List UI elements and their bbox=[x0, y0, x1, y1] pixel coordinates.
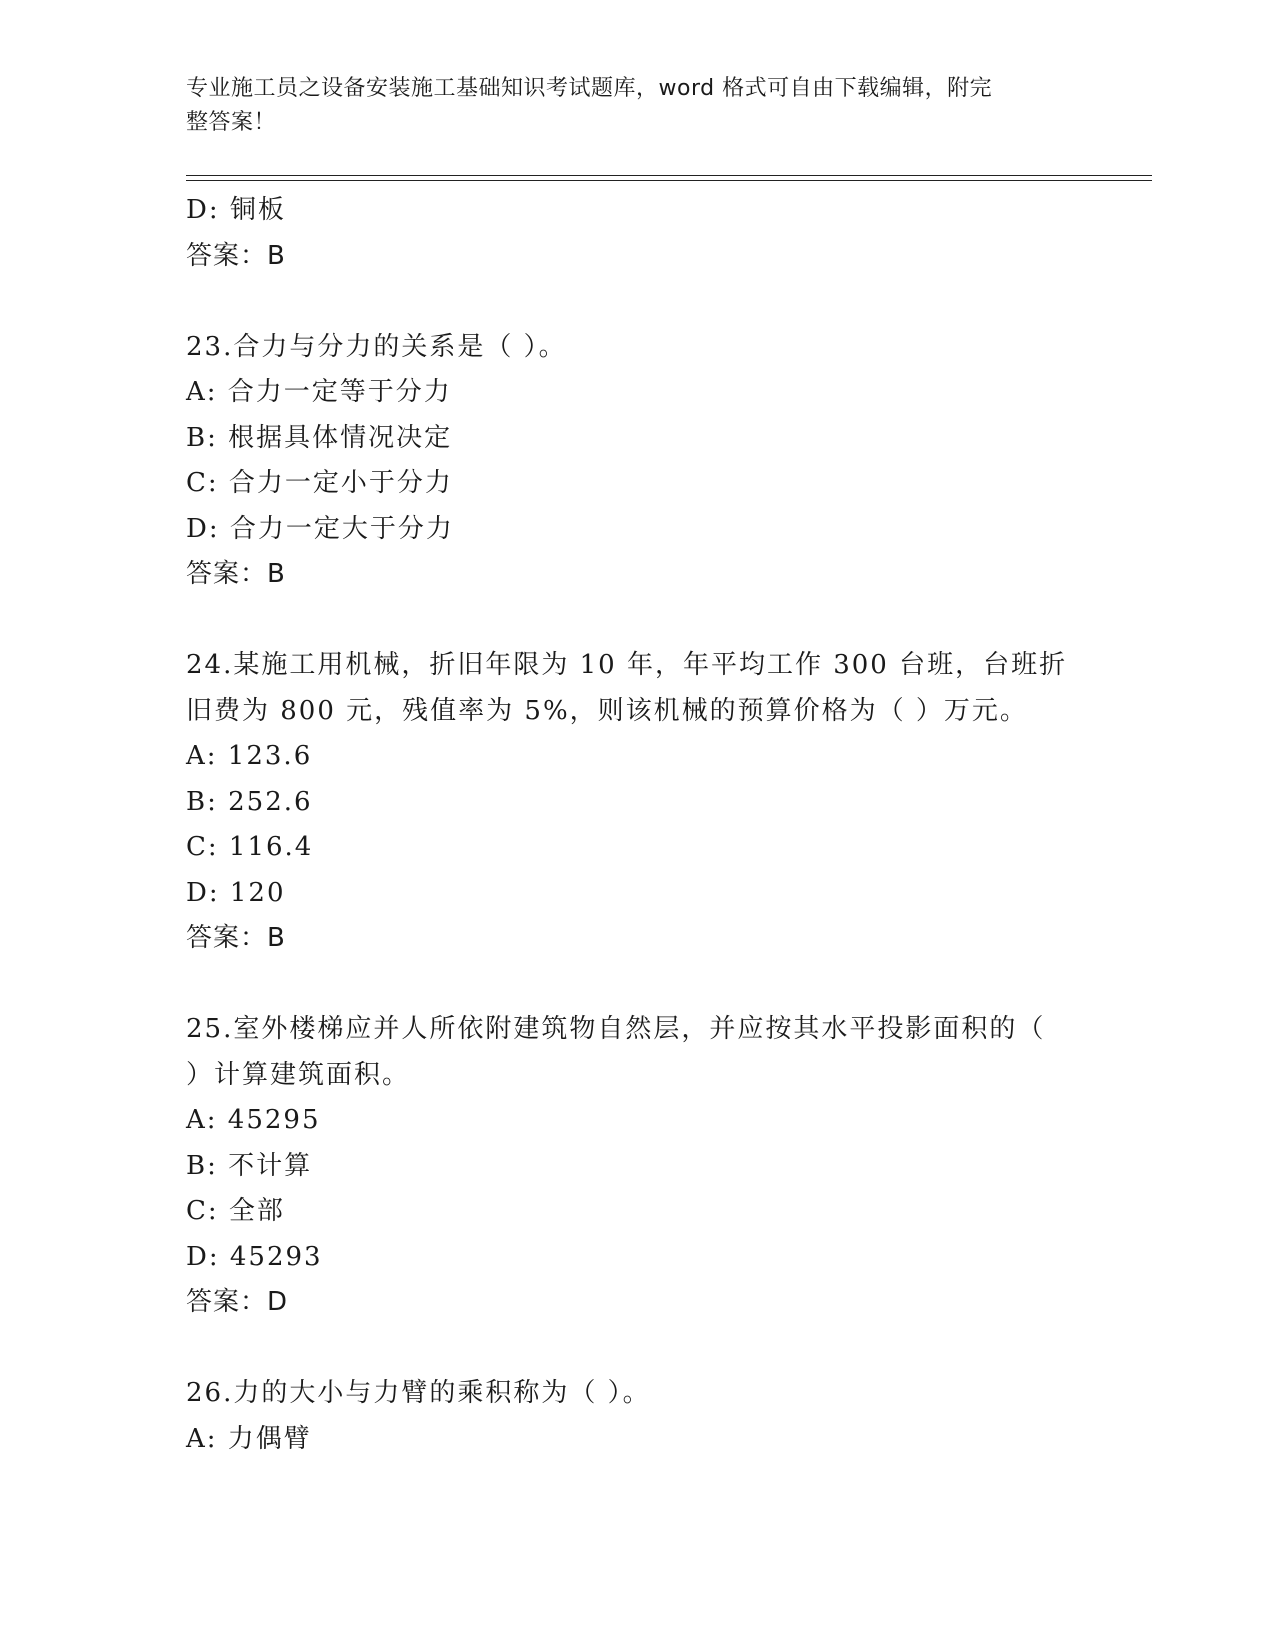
option-a: A: 123.6 bbox=[186, 741, 313, 771]
spacer bbox=[186, 279, 1086, 325]
option-d: D: 45293 bbox=[186, 1241, 323, 1272]
document-header bbox=[186, 72, 1086, 140]
answer-line: 答案：B bbox=[186, 923, 286, 953]
question-24 bbox=[186, 643, 1086, 962]
option-d: D: 120 bbox=[186, 877, 286, 908]
question-stem: 23.合力与分力的关系是（ ）。 bbox=[186, 331, 567, 362]
option-a: A: 45295 bbox=[186, 1105, 321, 1135]
question-stem: 25.室外楼梯应并人所依附建筑物自然层，并应按其水平投影面积的（ bbox=[186, 1014, 1046, 1044]
option-c: C: 合力一定小于分力 bbox=[186, 468, 453, 498]
question-content bbox=[186, 188, 1086, 1462]
answer-line: 答案：D bbox=[186, 1287, 289, 1317]
spacer bbox=[186, 962, 1086, 1008]
header-line-2: 整答案！ bbox=[186, 110, 277, 135]
option-c: C: 116.4 bbox=[186, 832, 314, 862]
header-divider-top bbox=[186, 175, 1152, 176]
spacer bbox=[186, 1326, 1086, 1372]
question-stem: 24.某施工用机械，折旧年限为 10 年，年平均工作 300 台班，台班折 bbox=[186, 650, 1068, 680]
option-c: C: 全部 bbox=[186, 1196, 285, 1226]
question-stem-continued: ）计算建筑面积。 bbox=[186, 1059, 411, 1090]
header-line-1: 专业施工员之设备安装施工基础知识考试题库，word 格式可自由下载编辑，附完 bbox=[186, 76, 993, 101]
answer-line: 答案：B bbox=[186, 240, 286, 271]
option-b: B: 不计算 bbox=[186, 1150, 313, 1181]
question-26 bbox=[186, 1371, 1086, 1462]
option-a: A: 力偶臂 bbox=[186, 1423, 312, 1454]
option-d: D: 合力一定大于分力 bbox=[186, 513, 454, 544]
option-b: B: 252.6 bbox=[186, 786, 313, 817]
question-25 bbox=[186, 1007, 1086, 1326]
spacer bbox=[186, 598, 1086, 644]
question-stem: 26.力的大小与力臂的乘积称为（ ）。 bbox=[186, 1378, 651, 1408]
option-b: B: 根据具体情况决定 bbox=[186, 422, 453, 453]
option-d: D: 铜板 bbox=[186, 195, 286, 225]
question-23 bbox=[186, 325, 1086, 598]
question-stem-continued: 旧费为 800 元，残值率为 5%，则该机械的预算价格为（ ）万元。 bbox=[186, 695, 1028, 726]
header-divider-bottom bbox=[186, 180, 1152, 181]
prev-question-tail bbox=[186, 188, 1086, 279]
option-a: A: 合力一定等于分力 bbox=[186, 377, 452, 407]
answer-line: 答案：B bbox=[186, 559, 286, 589]
